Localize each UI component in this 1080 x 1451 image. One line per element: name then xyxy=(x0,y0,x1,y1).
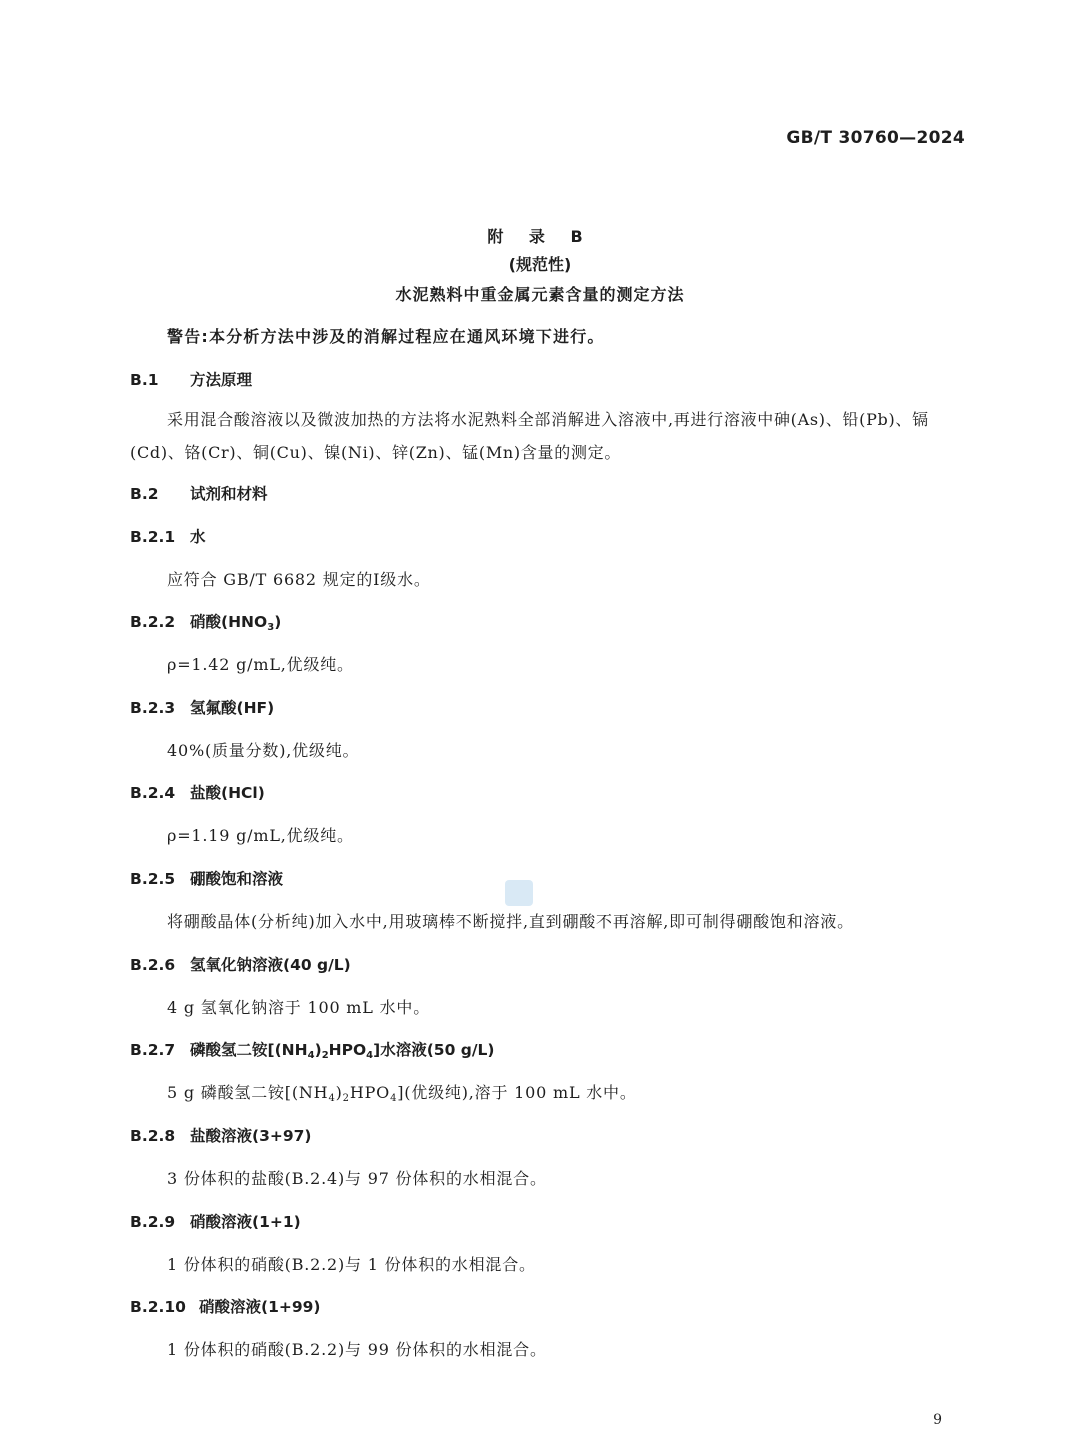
section-paragraph-b2-9: 1 份体积的硝酸(B.2.2)与 1 份体积的水相混合。 xyxy=(167,1255,536,1274)
warning-text: 警告:本分析方法中涉及的消解过程应在通风环境下进行。 xyxy=(167,327,605,346)
annex-type: (规范性) xyxy=(508,255,572,274)
section-paragraph-b2-6: 4 g 氢氧化钠溶于 100 mL 水中。 xyxy=(167,998,430,1017)
section-paragraph-b2-2: ρ=1.42 g/mL,优级纯。 xyxy=(167,655,354,674)
section-number: B.2.6 xyxy=(130,956,176,974)
section-number: B.2.5 xyxy=(130,870,176,888)
section-paragraph-b2-8: 3 份体积的盐酸(B.2.4)与 97 份体积的水相混合。 xyxy=(167,1169,547,1188)
section-heading-b2 xyxy=(130,482,268,504)
section-paragraph-b2-10: 1 份体积的硝酸(B.2.2)与 99 份体积的水相混合。 xyxy=(167,1340,547,1359)
watermark-logo xyxy=(505,880,533,906)
section-number: B.2 xyxy=(130,485,159,503)
section-heading-b2-1 xyxy=(130,525,206,547)
section-title: 试剂和材料 xyxy=(190,485,268,503)
section-heading-b2-7 xyxy=(130,1038,495,1061)
section-number: B.2.2 xyxy=(130,613,176,631)
section-heading-b1 xyxy=(130,368,252,390)
annex-title: 附 录 B xyxy=(487,227,593,246)
section-paragraph-b2-1: 应符合 GB/T 6682 规定的Ⅰ级水。 xyxy=(167,570,431,589)
section-heading-b2-10 xyxy=(130,1295,321,1317)
section-number: B.2.3 xyxy=(130,699,176,717)
section-title: 氢氟酸(HF) xyxy=(190,699,275,717)
section-title: 盐酸溶液(3+97) xyxy=(190,1127,312,1145)
section-heading-b2-3 xyxy=(130,696,274,718)
section-paragraph-b2-3: 40%(质量分数),优级纯。 xyxy=(167,741,360,760)
annex-name: 水泥熟料中重金属元素含量的测定方法 xyxy=(395,285,685,304)
section-heading-b2-9 xyxy=(130,1210,301,1232)
section-number: B.1 xyxy=(130,371,159,389)
section-number: B.2.9 xyxy=(130,1213,176,1231)
section-paragraph-b2-7: 5 g 磷酸氢二铵$[(NH_4)_2HPO_4]$(优级纯),溶于 100 mL 水中。 xyxy=(167,1083,637,1104)
section-heading-b2-4 xyxy=(130,781,265,803)
standard-code: GB/T 30760—2024 xyxy=(786,128,965,148)
section-number: B.2.7 xyxy=(130,1041,176,1059)
section-title: 硼酸饱和溶液 xyxy=(190,870,284,888)
section-paragraph-b1: 采用混合酸溶液以及微波加热的方法将水泥熟料全部消解进入溶液中,再进行溶液中砷(As)、铅(Pb)、镉(Cd)、铬(Cr)、铜(Cu)、镍(Ni)、锌(Zn)、锰(Mn)含量的测定。 xyxy=(130,410,929,462)
section-title: 水 xyxy=(190,528,206,546)
section-heading-b2-5 xyxy=(130,867,283,889)
section-title: 氢氧化钠溶液(40 g/L) xyxy=(190,956,351,974)
section-number: B.2.4 xyxy=(130,784,176,802)
section-title: 硝酸溶液(1+1) xyxy=(190,1213,301,1231)
section-title: 方法原理 xyxy=(190,371,253,389)
section-paragraph-b2-4: ρ=1.19 g/mL,优级纯。 xyxy=(167,826,354,845)
section-title: 硝酸$(HNO_3)$ xyxy=(190,613,282,633)
section-heading-b2-6 xyxy=(130,953,351,975)
section-number: B.2.8 xyxy=(130,1127,176,1145)
section-title: 磷酸氢二铵$[(NH_4)_2HPO_4]$水溶液(50 g/L) xyxy=(190,1041,495,1061)
section-number: B.2.1 xyxy=(130,528,176,546)
section-paragraph-b2-5: 将硼酸晶体(分析纯)加入水中,用玻璃棒不断搅拌,直到硼酸不再溶解,即可制得硼酸饱和溶液。 xyxy=(167,912,854,931)
section-number: B.2.10 xyxy=(130,1298,186,1316)
page-number: 9 xyxy=(933,1412,942,1428)
section-title: 盐酸(HCl) xyxy=(190,784,265,802)
section-title: 硝酸溶液(1+99) xyxy=(199,1298,321,1316)
section-heading-b2-2 xyxy=(130,610,281,633)
section-heading-b2-8 xyxy=(130,1124,312,1146)
